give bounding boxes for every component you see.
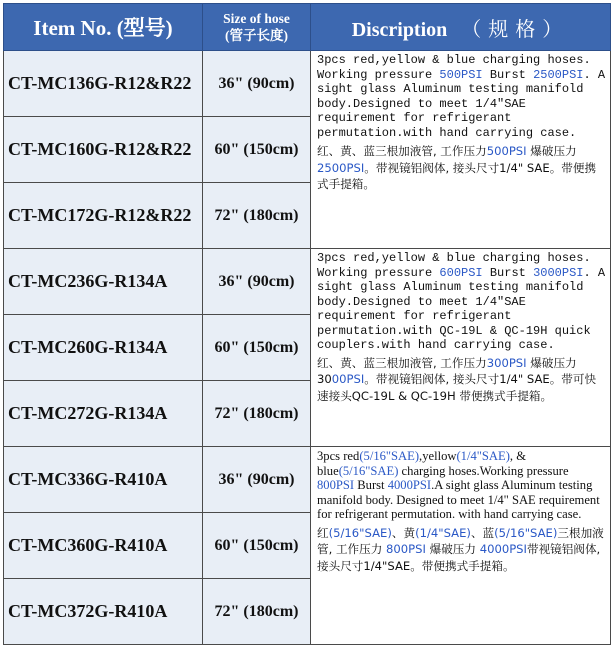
model-cell: CT-MC172G-R12&R22 [4, 183, 203, 249]
description-cn: 红(5/16"SAE)、黄(1/4"SAE)、蓝(5/16"SAE)三根加液管, 工作压力 800PSI 爆破压力 4000PSI带视镜铝阀体, 接头尺寸1/4"SAE。带便携式手提箱。 [317, 525, 604, 573]
size-cell: 36" (90cm) [203, 51, 311, 117]
table-row [4, 51, 611, 117]
model-cell: CT-MC236G-R134A [4, 249, 203, 315]
description-en: 3pcs red(5/16"SAE),yellow(1/4"SAE), & blue(5/16"SAE) charging hoses.Working pressure 800PSI Burst 4000PSI.A sight glass Aluminum testing manifold body. Designed to meet 1/4" SAE requirement for refrigerant permutation. with hand carrying case. [317, 449, 600, 521]
model-cell: CT-MC136G-R12&R22 [4, 51, 203, 117]
description-cn: 红、黄、蓝三根加液管, 工作压力300PSI 爆破压力3000PSI。带视镜铝阀体, 接头尺寸1/4" SAE。带可快速接头QC-19L & QC-19H 带便携式手提箱。 [317, 355, 597, 403]
size-cell: 72" (180cm) [203, 183, 311, 249]
column-header-description-cn: （规格） [461, 18, 570, 41]
size-cell: 36" (90cm) [203, 447, 311, 513]
description-en: 3pcs red,yellow & blue charging hoses. Working pressure 600PSI Burst 3000PSI. A sight glass Aluminum testing manifold body.Designed to meet 1/4"SAE requirement for refrigerant permutation.with QC-19L & QC-19H quick couplers.with hand carrying case. [317, 251, 606, 352]
column-header-item-no: Item No. (型号) [4, 4, 203, 51]
table-row [4, 249, 611, 315]
column-header-size-cn: (管子长度) [225, 28, 288, 43]
model-cell: CT-MC272G-R134A [4, 381, 203, 447]
model-cell: CT-MC160G-R12&R22 [4, 117, 203, 183]
description-cell-group-1 [311, 51, 611, 249]
column-header-description [311, 4, 611, 51]
size-cell: 36" (90cm) [203, 249, 311, 315]
description-cn: 红、黄、蓝三根加液管, 工作压力500PSI 爆破压力 2500PSI。带视镜铝阀体, 接头尺寸1/4" SAE。带便携式手提箱。 [317, 144, 597, 191]
description-cell-group-3 [311, 447, 611, 645]
model-cell: CT-MC372G-R410A [4, 579, 203, 645]
column-header-size [203, 4, 311, 51]
table-row [4, 447, 611, 513]
size-cell: 60" (150cm) [203, 315, 311, 381]
column-header-size-en: Size of hose [223, 11, 290, 26]
column-header-description-en: Discription [351, 18, 448, 41]
size-cell: 60" (150cm) [203, 513, 311, 579]
model-cell: CT-MC260G-R134A [4, 315, 203, 381]
size-cell: 60" (150cm) [203, 117, 311, 183]
product-spec-table [3, 3, 611, 645]
model-cell: CT-MC360G-R410A [4, 513, 203, 579]
size-cell: 72" (180cm) [203, 579, 311, 645]
size-cell: 72" (180cm) [203, 381, 311, 447]
table-header-row [4, 4, 611, 51]
description-en: 3pcs red,yellow & blue charging hoses. Working pressure 500PSI Burst 2500PSI. A sight glass Aluminum testing manifold body.Designed to meet 1/4"SAE requirement for refrigerant permutation.with hand carrying case. [317, 53, 606, 140]
description-cell-group-2 [311, 249, 611, 447]
model-cell: CT-MC336G-R410A [4, 447, 203, 513]
